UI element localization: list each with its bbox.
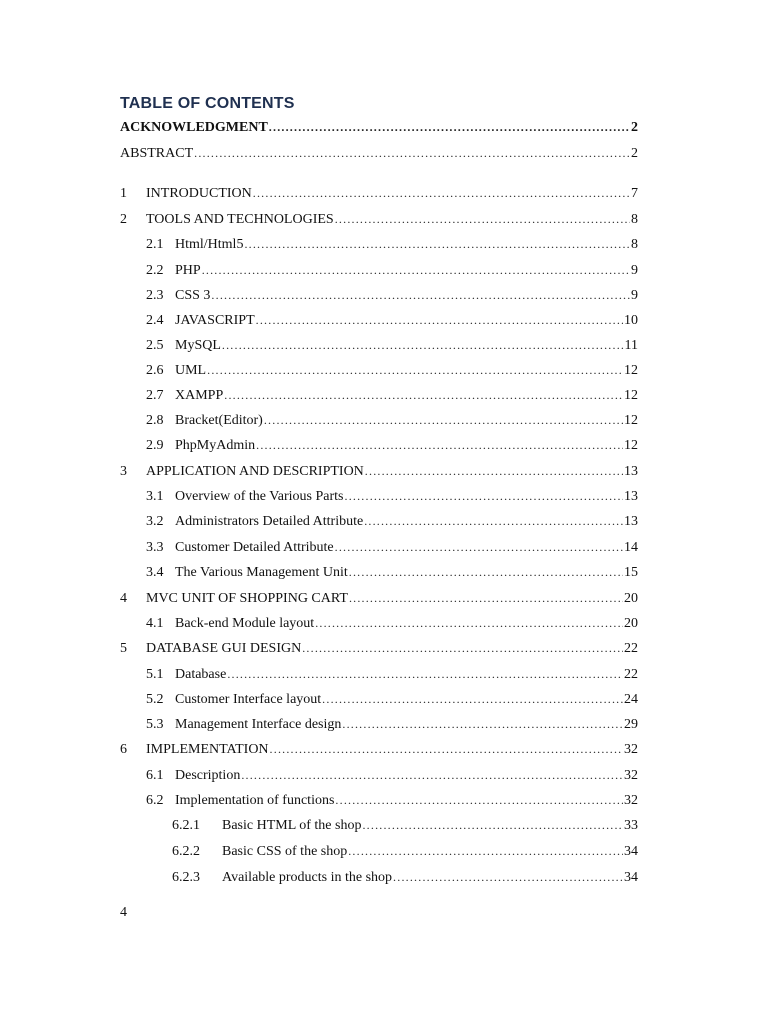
toc-entry-label: Back-end Module layout — [175, 616, 315, 631]
toc-leader-dots — [322, 689, 623, 709]
toc-entry-page: 10 — [624, 313, 638, 328]
toc-leader-dots — [335, 790, 623, 810]
toc-entry-number: 6.1 — [146, 768, 164, 783]
toc-entry — [146, 385, 638, 405]
toc-entry — [146, 689, 638, 709]
toc-leader-dots — [194, 143, 630, 163]
toc-entry-label: UML — [175, 363, 207, 378]
toc-entry-page: 12 — [624, 363, 638, 378]
toc-leader-dots — [349, 562, 623, 582]
toc-leader-dots — [244, 234, 630, 254]
toc-entry — [172, 815, 638, 835]
toc-entry-number: 4.1 — [146, 616, 164, 631]
toc-entry-label: Basic HTML of the shop — [222, 818, 362, 833]
toc-entry — [146, 260, 638, 280]
toc-entry-label: Administrators Detailed Attribute — [175, 514, 364, 529]
toc-entry — [146, 537, 638, 557]
toc-entry-label: APPLICATION AND DESCRIPTION — [146, 464, 364, 479]
toc-leader-dots — [253, 183, 630, 203]
toc-entry-page: 8 — [631, 237, 638, 252]
toc-entry-number: 3.4 — [146, 565, 164, 580]
toc-leader-dots — [270, 739, 623, 759]
toc-title: TABLE OF CONTENTS — [120, 95, 295, 112]
toc-entry — [120, 143, 638, 163]
toc-entry-page: 22 — [624, 641, 638, 656]
toc-entry — [146, 285, 638, 305]
toc-entry-number: 2.3 — [146, 288, 164, 303]
toc-entry-label: Customer Detailed Attribute — [175, 540, 334, 555]
toc-entry-label: ACKNOWLEDGMENT — [120, 120, 268, 135]
toc-entry-label: INTRODUCTION — [146, 186, 252, 201]
toc-entry-label: Customer Interface layout — [175, 692, 322, 707]
toc-entry-page: 12 — [624, 413, 638, 428]
toc-entry-number: 5.2 — [146, 692, 164, 707]
toc-entry-page: 9 — [631, 288, 638, 303]
toc-entry-page: 8 — [631, 212, 638, 227]
toc-entry-page: 12 — [624, 388, 638, 403]
toc-leader-dots — [362, 815, 623, 835]
toc-entry-label: MVC UNIT OF SHOPPING CART — [146, 591, 348, 606]
toc-leader-dots — [335, 537, 623, 557]
toc-entry-number: 5.1 — [146, 667, 164, 682]
toc-entry-label: Implementation of functions — [175, 793, 335, 808]
toc-entry-page: 2 — [631, 146, 638, 161]
toc-leader-dots — [342, 714, 623, 734]
toc-entry-label: ABSTRACT — [120, 146, 194, 161]
toc-entry — [120, 588, 638, 608]
toc-entry-number: 4 — [120, 591, 127, 606]
toc-leader-dots — [227, 664, 623, 684]
toc-entry-label: CSS 3 — [175, 288, 211, 303]
toc-entry-label: Overview of the Various Parts — [175, 489, 344, 504]
toc-entry-number: 2.2 — [146, 263, 164, 278]
toc-entry — [172, 867, 638, 887]
toc-entry-label: XAMPP — [175, 388, 224, 403]
toc-entry-label: PhpMyAdmin — [175, 438, 256, 453]
toc-entry-label: MySQL — [175, 338, 221, 353]
toc-entry-label: Description — [175, 768, 241, 783]
toc-entry — [120, 209, 638, 229]
toc-entry-label: PHP — [175, 263, 201, 278]
toc-entry-page: 29 — [624, 717, 638, 732]
toc-entry-label: Management Interface design — [175, 717, 342, 732]
toc-entry — [120, 183, 638, 203]
toc-entry-page: 13 — [624, 514, 638, 529]
toc-leader-dots — [256, 310, 623, 330]
toc-entry-page: 20 — [624, 616, 638, 631]
toc-entry-number: 2.5 — [146, 338, 164, 353]
toc-entry-number: 5 — [120, 641, 127, 656]
toc-entry-number: 6.2 — [146, 793, 164, 808]
toc-entry — [146, 335, 638, 355]
toc-leader-dots — [207, 360, 623, 380]
toc-leader-dots — [365, 461, 623, 481]
toc-leader-dots — [222, 335, 624, 355]
toc-entry-page: 20 — [624, 591, 638, 606]
toc-entry — [120, 739, 638, 759]
toc-leader-dots — [264, 410, 623, 430]
toc-entry — [146, 790, 638, 810]
toc-leader-dots — [241, 765, 623, 785]
toc-entry-label: Database — [175, 667, 227, 682]
toc-entry-number: 3.2 — [146, 514, 164, 529]
toc-leader-dots — [364, 511, 623, 531]
toc-entry-number: 1 — [120, 186, 127, 201]
toc-entry-number: 2 — [120, 212, 127, 227]
toc-leader-dots — [315, 613, 623, 633]
toc-entry-number: 2.1 — [146, 237, 164, 252]
toc-entry-number: 2.4 — [146, 313, 164, 328]
toc-entry-label: IMPLEMENTATION — [146, 742, 269, 757]
toc-entry-page: 9 — [631, 263, 638, 278]
toc-entry-page: 34 — [624, 870, 638, 885]
toc-entry-number: 2.9 — [146, 438, 164, 453]
toc-entry-page: 14 — [624, 540, 638, 555]
toc-entry — [146, 511, 638, 531]
toc-entry-number: 6.2.3 — [172, 870, 200, 885]
toc-entry-page: 15 — [624, 565, 638, 580]
toc-leader-dots — [269, 117, 630, 137]
toc-entry-page: 34 — [624, 844, 638, 859]
toc-entry-number: 2.6 — [146, 363, 164, 378]
toc-entry — [146, 714, 638, 734]
toc-leader-dots — [348, 841, 623, 861]
page-number: 4 — [120, 905, 127, 920]
toc-leader-dots — [302, 638, 623, 658]
toc-entry-number: 6.2.2 — [172, 844, 200, 859]
toc-entry-page: 32 — [624, 793, 638, 808]
toc-entry — [120, 461, 638, 481]
toc-entry-number: 5.3 — [146, 717, 164, 732]
toc-entry — [120, 638, 638, 658]
toc-entry-label: The Various Management Unit — [175, 565, 348, 580]
toc-entry-page: 13 — [624, 464, 638, 479]
toc-entry — [146, 360, 638, 380]
toc-entry-label: JAVASCRIPT — [175, 313, 255, 328]
toc-entry-page: 11 — [624, 338, 638, 353]
toc-entry-page: 32 — [624, 742, 638, 757]
toc-entry-number: 2.7 — [146, 388, 164, 403]
toc-entry — [146, 486, 638, 506]
toc-leader-dots — [345, 486, 624, 506]
toc-entry-number: 3 — [120, 464, 127, 479]
toc-entry-page: 22 — [624, 667, 638, 682]
toc-leader-dots — [393, 867, 623, 887]
toc-entry-page: 13 — [624, 489, 638, 504]
toc-leader-dots — [349, 588, 623, 608]
toc-entry — [146, 664, 638, 684]
toc-entry-label: Available products in the shop — [222, 870, 393, 885]
toc-entry-page: 7 — [631, 186, 638, 201]
toc-entry-page: 12 — [624, 438, 638, 453]
toc-leader-dots — [224, 385, 623, 405]
toc-entry-page: 32 — [624, 768, 638, 783]
toc-entry — [120, 117, 638, 137]
toc-entry — [146, 410, 638, 430]
toc-entry-number: 2.8 — [146, 413, 164, 428]
toc-leader-dots — [335, 209, 630, 229]
toc-entry — [146, 310, 638, 330]
toc-entry-number: 6 — [120, 742, 127, 757]
toc-entry-label: TOOLS AND TECHNOLOGIES — [146, 212, 334, 227]
toc-entry — [172, 841, 638, 861]
toc-leader-dots — [256, 435, 623, 455]
toc-entry — [146, 613, 638, 633]
toc-entry-number: 3.1 — [146, 489, 164, 504]
toc-entry-label: Basic CSS of the shop — [222, 844, 348, 859]
toc-entry-page: 33 — [624, 818, 638, 833]
toc-entry-page: 24 — [624, 692, 638, 707]
toc-entry-label: DATABASE GUI DESIGN — [146, 641, 302, 656]
toc-entry — [146, 765, 638, 785]
toc-leader-dots — [202, 260, 630, 280]
toc-leader-dots — [211, 285, 630, 305]
toc-entry-page: 2 — [631, 120, 638, 135]
toc-entry-label: Html/Html5 — [175, 237, 244, 252]
toc-entry-number: 6.2.1 — [172, 818, 200, 833]
toc-entry — [146, 435, 638, 455]
toc-entry-label: Bracket(Editor) — [175, 413, 263, 428]
toc-entry-number: 3.3 — [146, 540, 164, 555]
toc-entry — [146, 234, 638, 254]
toc-entry — [146, 562, 638, 582]
